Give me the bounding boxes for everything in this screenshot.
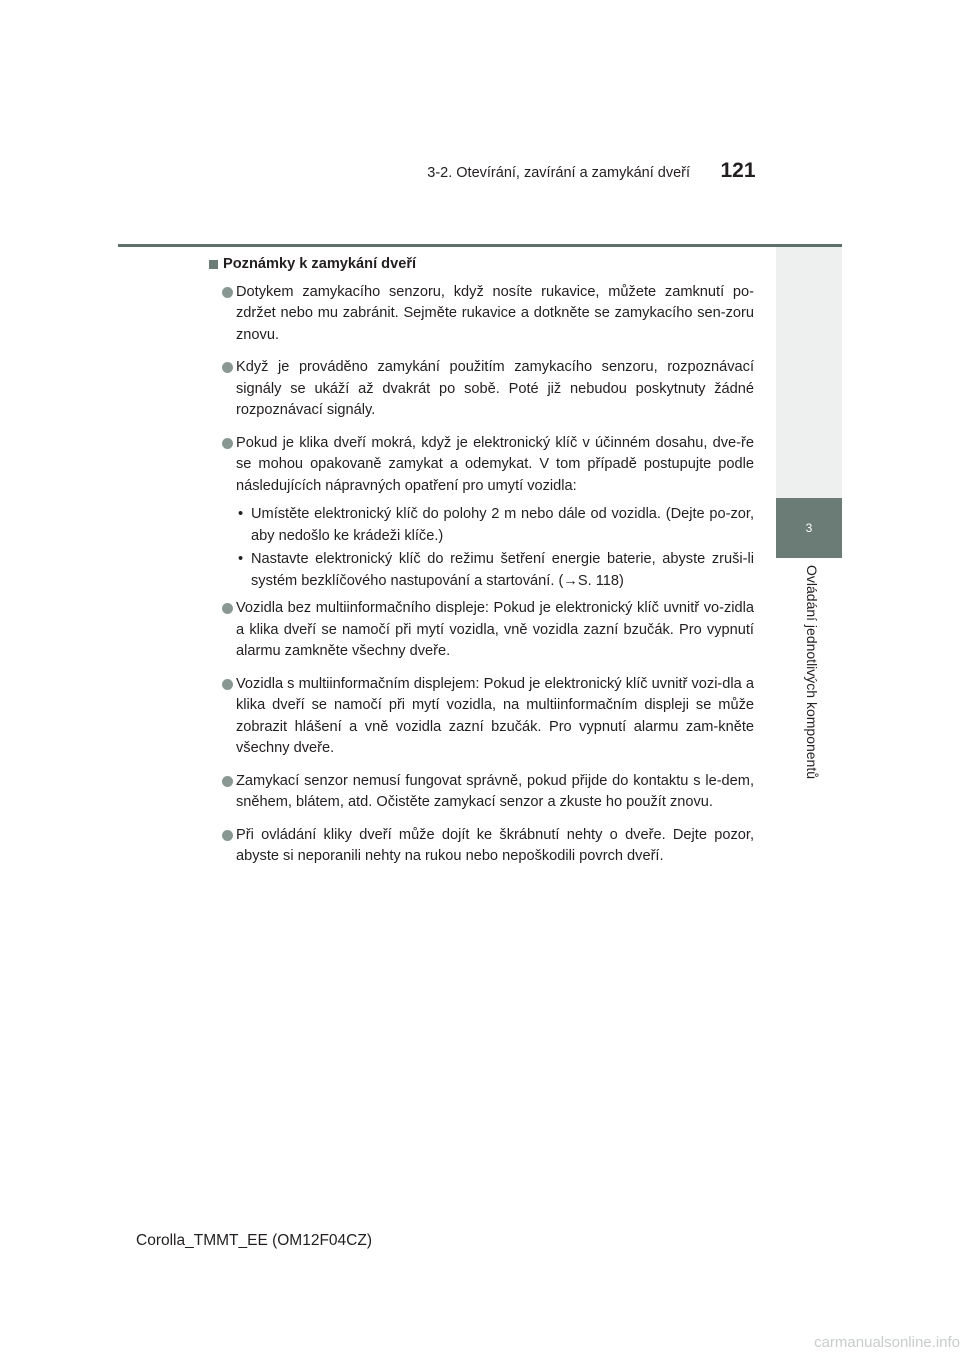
chapter-title: Ovládání jednotlivých komponentů — [804, 565, 820, 780]
section-title: 3-2. Otevírání, zavírání a zamykání dveří — [427, 165, 690, 181]
document-id: Corolla_TMMT_EE (OM12F04CZ) — [136, 1232, 372, 1249]
chapter-tab — [776, 498, 842, 558]
sub-list-item-text: Umístěte elektronický klíč do polohy 2 m nebo dále od vozidla. (Dejte po-zor, aby nedošlo ke krádeži klíče.) — [251, 506, 754, 544]
watermark: carmanualsonline.info — [814, 1334, 960, 1351]
list-item — [209, 674, 754, 760]
list-item — [209, 357, 754, 422]
list-item — [209, 433, 754, 498]
list-item — [209, 282, 754, 347]
square-bullet-icon — [209, 260, 218, 269]
list-item-text: Zamykací senzor nemusí fungovat správně, pokud přijde do kontaktu s le-dem, sněhem, blátem, atd. Očistěte zamykací senzor a zkuste ho použít znovu. — [236, 772, 754, 810]
circle-bullet-icon — [222, 362, 233, 373]
sub-list-item — [209, 504, 754, 547]
notes-heading-text: Poznámky k zamykání dveří — [223, 256, 417, 272]
page-number: 121 — [720, 159, 756, 182]
sub-list-item-text: Nastavte elektronický klíč do režimu šetření energie baterie, abyste zruši-li systém bezklíčového nastupování a startování. (→S. 118) — [251, 551, 754, 589]
circle-bullet-icon — [222, 603, 233, 614]
list-item-text: Při ovládání kliky dveří může dojít ke škrábnutí nehty o dveře. Dejte pozor, abyste si neporanili nehty na rukou nebo nepoškodili povrch dveří. — [236, 826, 754, 864]
notes-heading — [209, 254, 754, 276]
list-item — [209, 825, 754, 868]
sub-list-item — [209, 549, 754, 592]
side-strip — [776, 247, 842, 498]
circle-bullet-icon — [222, 287, 233, 298]
list-item-text: Vozidla bez multiinformačního displeje: Pokud je elektronický klíč uvnitř vo-zidla a klika dveří se namočí při mytí vozidla, vně vozidla zazní bzučák. Pro vypnutí alarmu zamkněte všechny dveře. — [236, 600, 754, 659]
circle-bullet-icon — [222, 776, 233, 787]
dot-bullet: • — [238, 506, 244, 522]
list-item-text: Když je prováděno zamykání použitím zamykacího senzoru, rozpoznávací signály se ukáží až dvakrát po sobě. Poté již nebudou poskytnuty žádné rozpoznávací signály. — [236, 359, 754, 418]
circle-bullet-icon — [222, 830, 233, 841]
list-item-text: Pokud je klika dveří mokrá, když je elektronický klíč v účinném dosahu, dve-ře se mohou opakovaně zamykat a odemykat. V tom případě postupujte podle následujících nápravných opatření pro umytí vozidla: — [236, 434, 754, 494]
circle-bullet-icon — [222, 679, 233, 690]
list-item — [209, 771, 754, 814]
notes-section — [209, 254, 754, 879]
header-divider — [118, 244, 842, 247]
list-item-text: Dotykem zamykacího senzoru, když nosíte rukavice, můžete zamknutí po-zdržet nebo mu zabránit. Sejměte rukavice a dotkněte se zamykacího sen-zoru znovu. — [236, 283, 754, 343]
list-item — [209, 598, 754, 663]
list-item-text: Vozidla s multiinformačním displejem: Pokud je elektronický klíč uvnitř vozi-dla a klika dveří se namočí při mytí vozidla, na multiinformačním displeji se může zobrazit hlášení a vně vozidla zazní bzučák. Pro vypnutí alarmu zam-kněte všechny dveře. — [236, 675, 754, 756]
circle-bullet-icon — [222, 438, 233, 449]
dot-bullet: • — [238, 551, 244, 567]
sub-list — [209, 504, 754, 592]
chapter-number: 3 — [805, 521, 813, 535]
